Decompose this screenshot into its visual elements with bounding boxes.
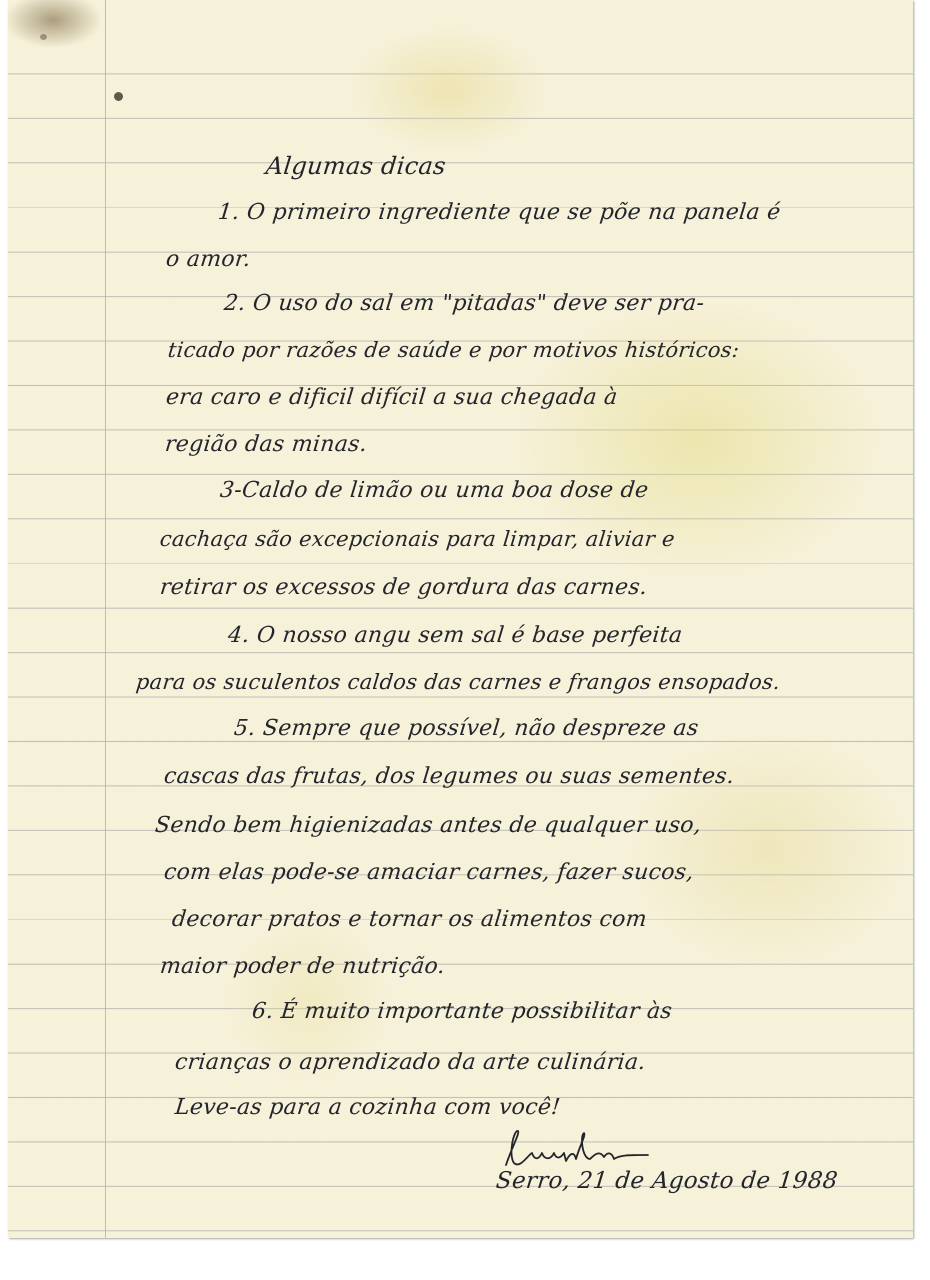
note-title: Algumas dicas [264,152,448,180]
note-line: 1. O primeiro ingrediente que se põe na panela é [216,200,782,225]
ink-spot [114,92,123,101]
ink-spot [40,34,47,40]
note-line: 5. Sempre que possível, não despreze as [232,716,700,741]
note-line: cachaça são excepcionais para limpar, aliviar e [158,527,677,551]
note-line: 4. O nosso angu sem sal é base perfeita [226,623,684,648]
note-line: crianças o aprendizado da arte culinária. [173,1050,647,1075]
note-line: maior poder de nutrição. [158,954,447,979]
note-line: retirar os excessos de gordura das carnes. [158,575,649,600]
note-line: para os suculentos caldos das carnes e frangos ensopados. [134,670,782,694]
note-line: Leve-as para a cozinha com você! [173,1095,562,1120]
note-line: Sendo bem higienizadas antes de qualquer uso, [153,813,703,838]
margin-line [105,0,106,1238]
note-line: era caro e dificil difícil a sua chegada à [164,385,619,410]
note-line: 2. O uso do sal em "pitadas" deve ser pra- [222,291,706,316]
note-line: região das minas. [163,432,369,457]
note-line: decorar pratos e tornar os alimentos com [170,907,649,932]
place-and-date: Serro, 21 de Agosto de 1988 [494,1168,840,1194]
note-line: cascas das frutas, dos legumes ou suas sementes. [162,764,736,789]
note-line: o amor. [164,247,252,272]
note-line: com elas pode-se amaciar carnes, fazer sucos, [162,860,696,885]
note-line: ticado por razões de saúde e por motivos históricos: [166,338,741,362]
note-line: 3-Caldo de limão ou uma boa dose de [218,478,650,503]
note-line: 6. É muito importante possibilitar às [250,999,674,1024]
